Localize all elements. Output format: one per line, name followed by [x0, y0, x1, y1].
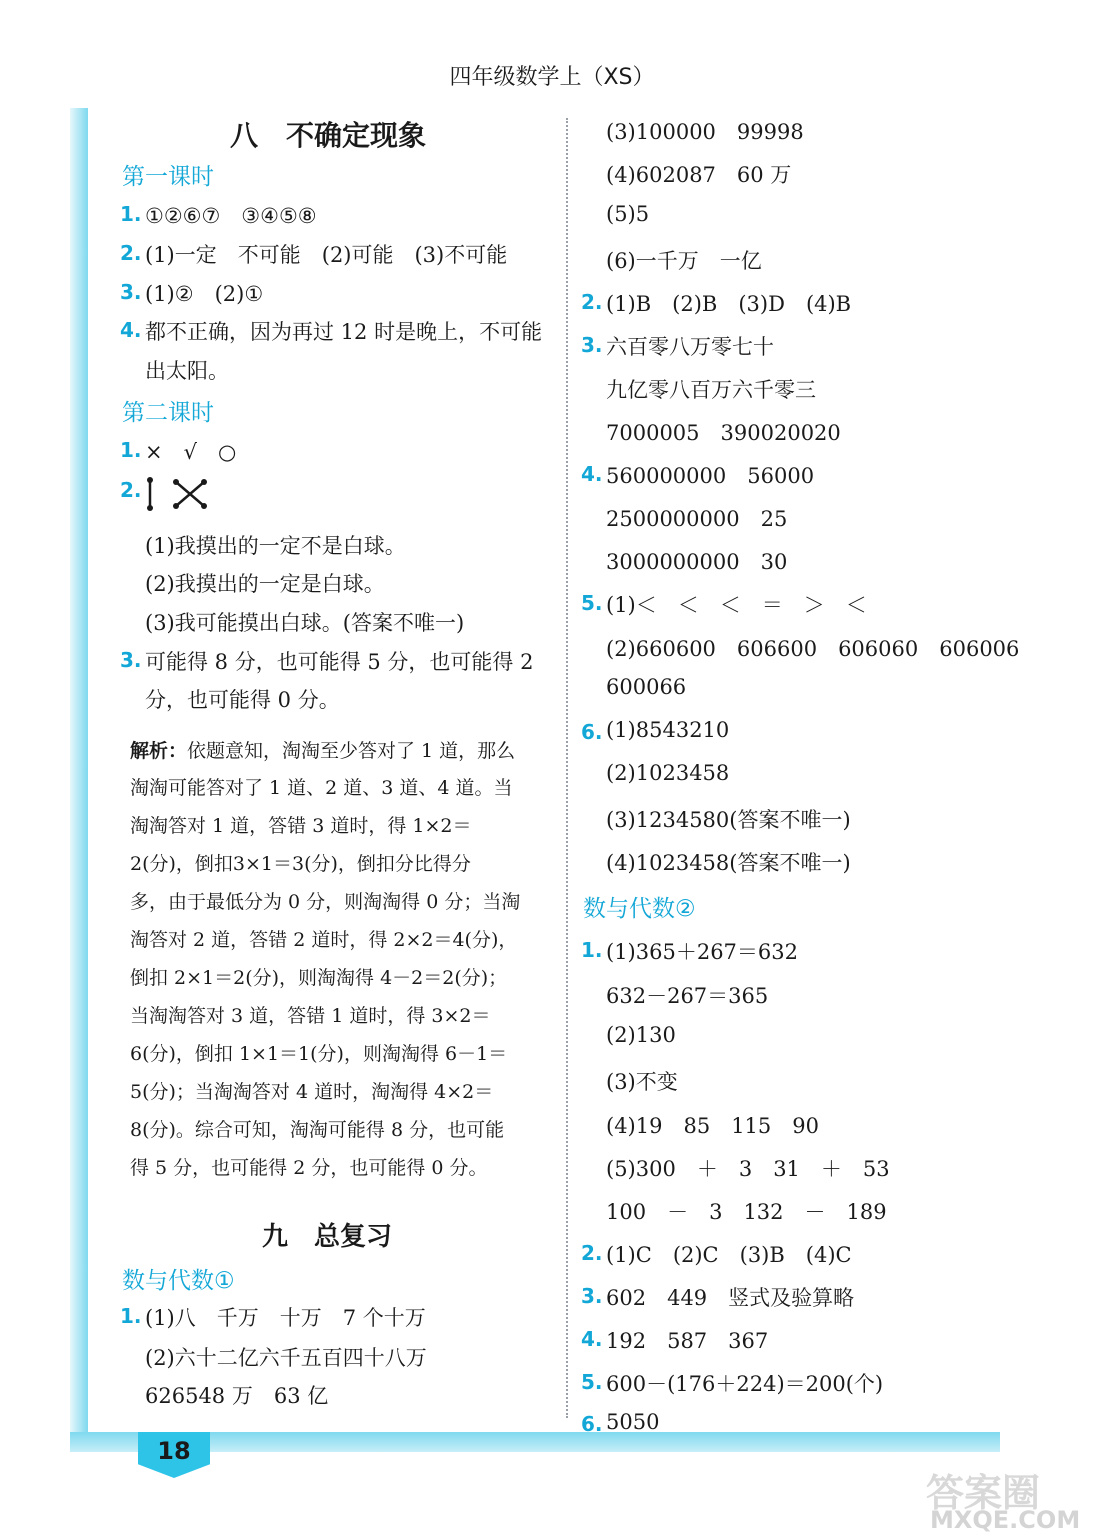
- answer-line: (2)我摸出的一定是白球。: [145, 572, 385, 596]
- answer-line: 2500000000 25: [606, 507, 788, 531]
- answer-line: 3000000000 30: [606, 550, 788, 574]
- answer-line: (1)一定 不可能 (2)可能 (3)不可能: [145, 243, 508, 267]
- answer-line: (2)六十二亿六千五百四十八万: [145, 1346, 427, 1370]
- question-number: 5.: [581, 1370, 603, 1394]
- answer-line: (5)5: [606, 202, 650, 226]
- answer-line: 192 587 367: [606, 1329, 769, 1353]
- lesson-1-heading: 第一课时: [122, 164, 214, 190]
- answer-line: (4)19 85 115 90: [606, 1114, 819, 1138]
- answer-line: (3)1234580(答案不唯一): [606, 808, 851, 832]
- answer-line: 600066: [606, 675, 687, 699]
- answer-line: 100 － 3 132 － 189: [606, 1200, 887, 1224]
- answer-line: (3)不变: [606, 1070, 678, 1094]
- explanation-line: 当淘淘答对 3 道，答错 1 道时，得 3×2＝: [130, 1005, 491, 1027]
- answer-line: (1)② (2)①: [145, 282, 264, 306]
- answer-line: × √ ○: [145, 440, 237, 464]
- question-number: 2.: [581, 290, 603, 314]
- answer-line: (1)365＋267＝632: [606, 940, 798, 964]
- answer-line: (2)660600 606600 606060 606006: [606, 637, 1020, 661]
- question-number: 2.: [120, 241, 142, 265]
- answer-line: 560000000 56000: [606, 464, 815, 488]
- explanation-line: 8(分)。综合可知，淘淘可能得 8 分，也可能: [130, 1119, 505, 1141]
- answer-line: (6)一千万 一亿: [606, 249, 762, 273]
- question-number: 2.: [581, 1241, 603, 1265]
- answer-line: (1)B (2)B (3)D (4)B: [606, 292, 852, 316]
- question-number: 3.: [581, 333, 603, 357]
- answer-line: 600－(176＋224)＝200(个): [606, 1372, 884, 1396]
- explanation-line: 解析：依题意知，淘淘至少答对了 1 道，那么: [130, 740, 516, 762]
- question-number: 6.: [581, 1412, 603, 1436]
- number-algebra-1-heading: 数与代数①: [122, 1268, 235, 1294]
- chapter-9-title: 九 总复习: [262, 1222, 393, 1252]
- page-header: 四年级数学上（XS）: [449, 65, 655, 90]
- answer-line: (2)1023458: [606, 761, 730, 785]
- answer-line: (4)1023458(答案不唯一): [606, 851, 851, 875]
- answer-line: (1)我摸出的一定不是白球。: [145, 534, 406, 558]
- answer-line: ①②⑥⑦ ③④⑤⑧: [145, 204, 317, 228]
- question-number: 4.: [581, 462, 603, 486]
- question-number: 4.: [120, 318, 142, 342]
- answer-line: (1)八 千万 十万 7 个十万: [145, 1306, 426, 1330]
- question-number: 4.: [581, 1327, 603, 1351]
- answer-line: 7000005 390020020: [606, 421, 841, 445]
- chapter-8-title: 八 不确定现象: [230, 119, 427, 152]
- explanation-line: 5(分)；当淘淘答对 4 道时，淘淘得 4×2＝: [130, 1081, 494, 1103]
- answer-line: 602 449 竖式及验算略: [606, 1286, 855, 1310]
- explanation-line: 6(分)，倒扣 1×1＝1(分)，则淘淘得 6－1＝: [130, 1043, 508, 1065]
- explanation-line: 2(分)，倒扣3×1＝3(分)，倒扣分比得分: [130, 853, 471, 875]
- column-divider: [566, 118, 568, 1418]
- question-number: 1.: [581, 938, 603, 962]
- page-frame-left: [70, 108, 88, 1448]
- question-number: 5.: [581, 591, 603, 615]
- answer-line: 626548 万 63 亿: [145, 1384, 329, 1408]
- answer-line: (3)100000 99998: [606, 120, 804, 144]
- answer-line: (1)8543210: [606, 718, 730, 742]
- answer-line: 六百零八万零七十: [606, 335, 774, 359]
- watermark-url: MXQE.COM: [930, 1506, 1081, 1534]
- answer-line: (4)602087 60 万: [606, 163, 792, 187]
- question-number: 1.: [120, 1304, 142, 1328]
- answer-line: 5050: [606, 1410, 660, 1434]
- question-number: 3.: [581, 1284, 603, 1308]
- answer-line: (2)130: [606, 1023, 676, 1047]
- question-number: 6.: [581, 720, 603, 744]
- explanation-line: 多，由于最低分为 0 分，则淘淘得 0 分；当淘: [130, 891, 521, 913]
- question-number: 1.: [120, 202, 142, 226]
- answer-line: (3)我可能摸出白球。(答案不唯一): [145, 611, 465, 635]
- question-number: 3.: [120, 280, 142, 304]
- answer-line: 都不正确，因为再过 12 时是晚上，不可能: [145, 320, 543, 344]
- question-number: 2.: [120, 478, 142, 502]
- answer-line: (1)＜ ＜ ＜ ＝ ＞ ＜: [606, 593, 867, 617]
- explanation-line: 倒扣 2×1＝2(分)，则淘淘得 4－2＝2(分)；: [130, 967, 508, 989]
- answer-line: 九亿零八百万六千零三: [606, 378, 816, 402]
- lesson-2-heading: 第二课时: [122, 400, 214, 426]
- watermark-logo: 答案圈: [926, 1471, 1041, 1515]
- answer-line: 出太阳。: [145, 359, 229, 383]
- line-drawing-icon: [142, 476, 212, 512]
- explanation-label: 解析：: [130, 740, 188, 762]
- answer-line: 分，也可能得 0 分。: [145, 688, 340, 712]
- answer-line: (5)300 ＋ 3 31 ＋ 53: [606, 1157, 890, 1181]
- page-number: 18: [157, 1437, 191, 1465]
- answer-line: 632－267＝365: [606, 984, 769, 1008]
- answer-line: (1)C (2)C (3)B (4)C: [606, 1243, 852, 1267]
- question-number: 1.: [120, 438, 142, 462]
- number-algebra-2-heading: 数与代数②: [583, 896, 696, 922]
- explanation-line: 淘淘可能答对了 1 道、2 道、3 道、4 道。当: [130, 777, 513, 799]
- question-number: 3.: [120, 648, 142, 672]
- answer-line: 可能得 8 分，也可能得 5 分，也可能得 2: [145, 650, 534, 674]
- explanation-line: 淘答对 2 道，答错 2 道时，得 2×2＝4(分)，: [130, 929, 518, 951]
- explanation-line: 淘淘答对 1 道，答错 3 道时，得 1×2＝: [130, 815, 472, 837]
- explanation-line: 得 5 分，也可能得 2 分，也可能得 0 分。: [130, 1157, 488, 1179]
